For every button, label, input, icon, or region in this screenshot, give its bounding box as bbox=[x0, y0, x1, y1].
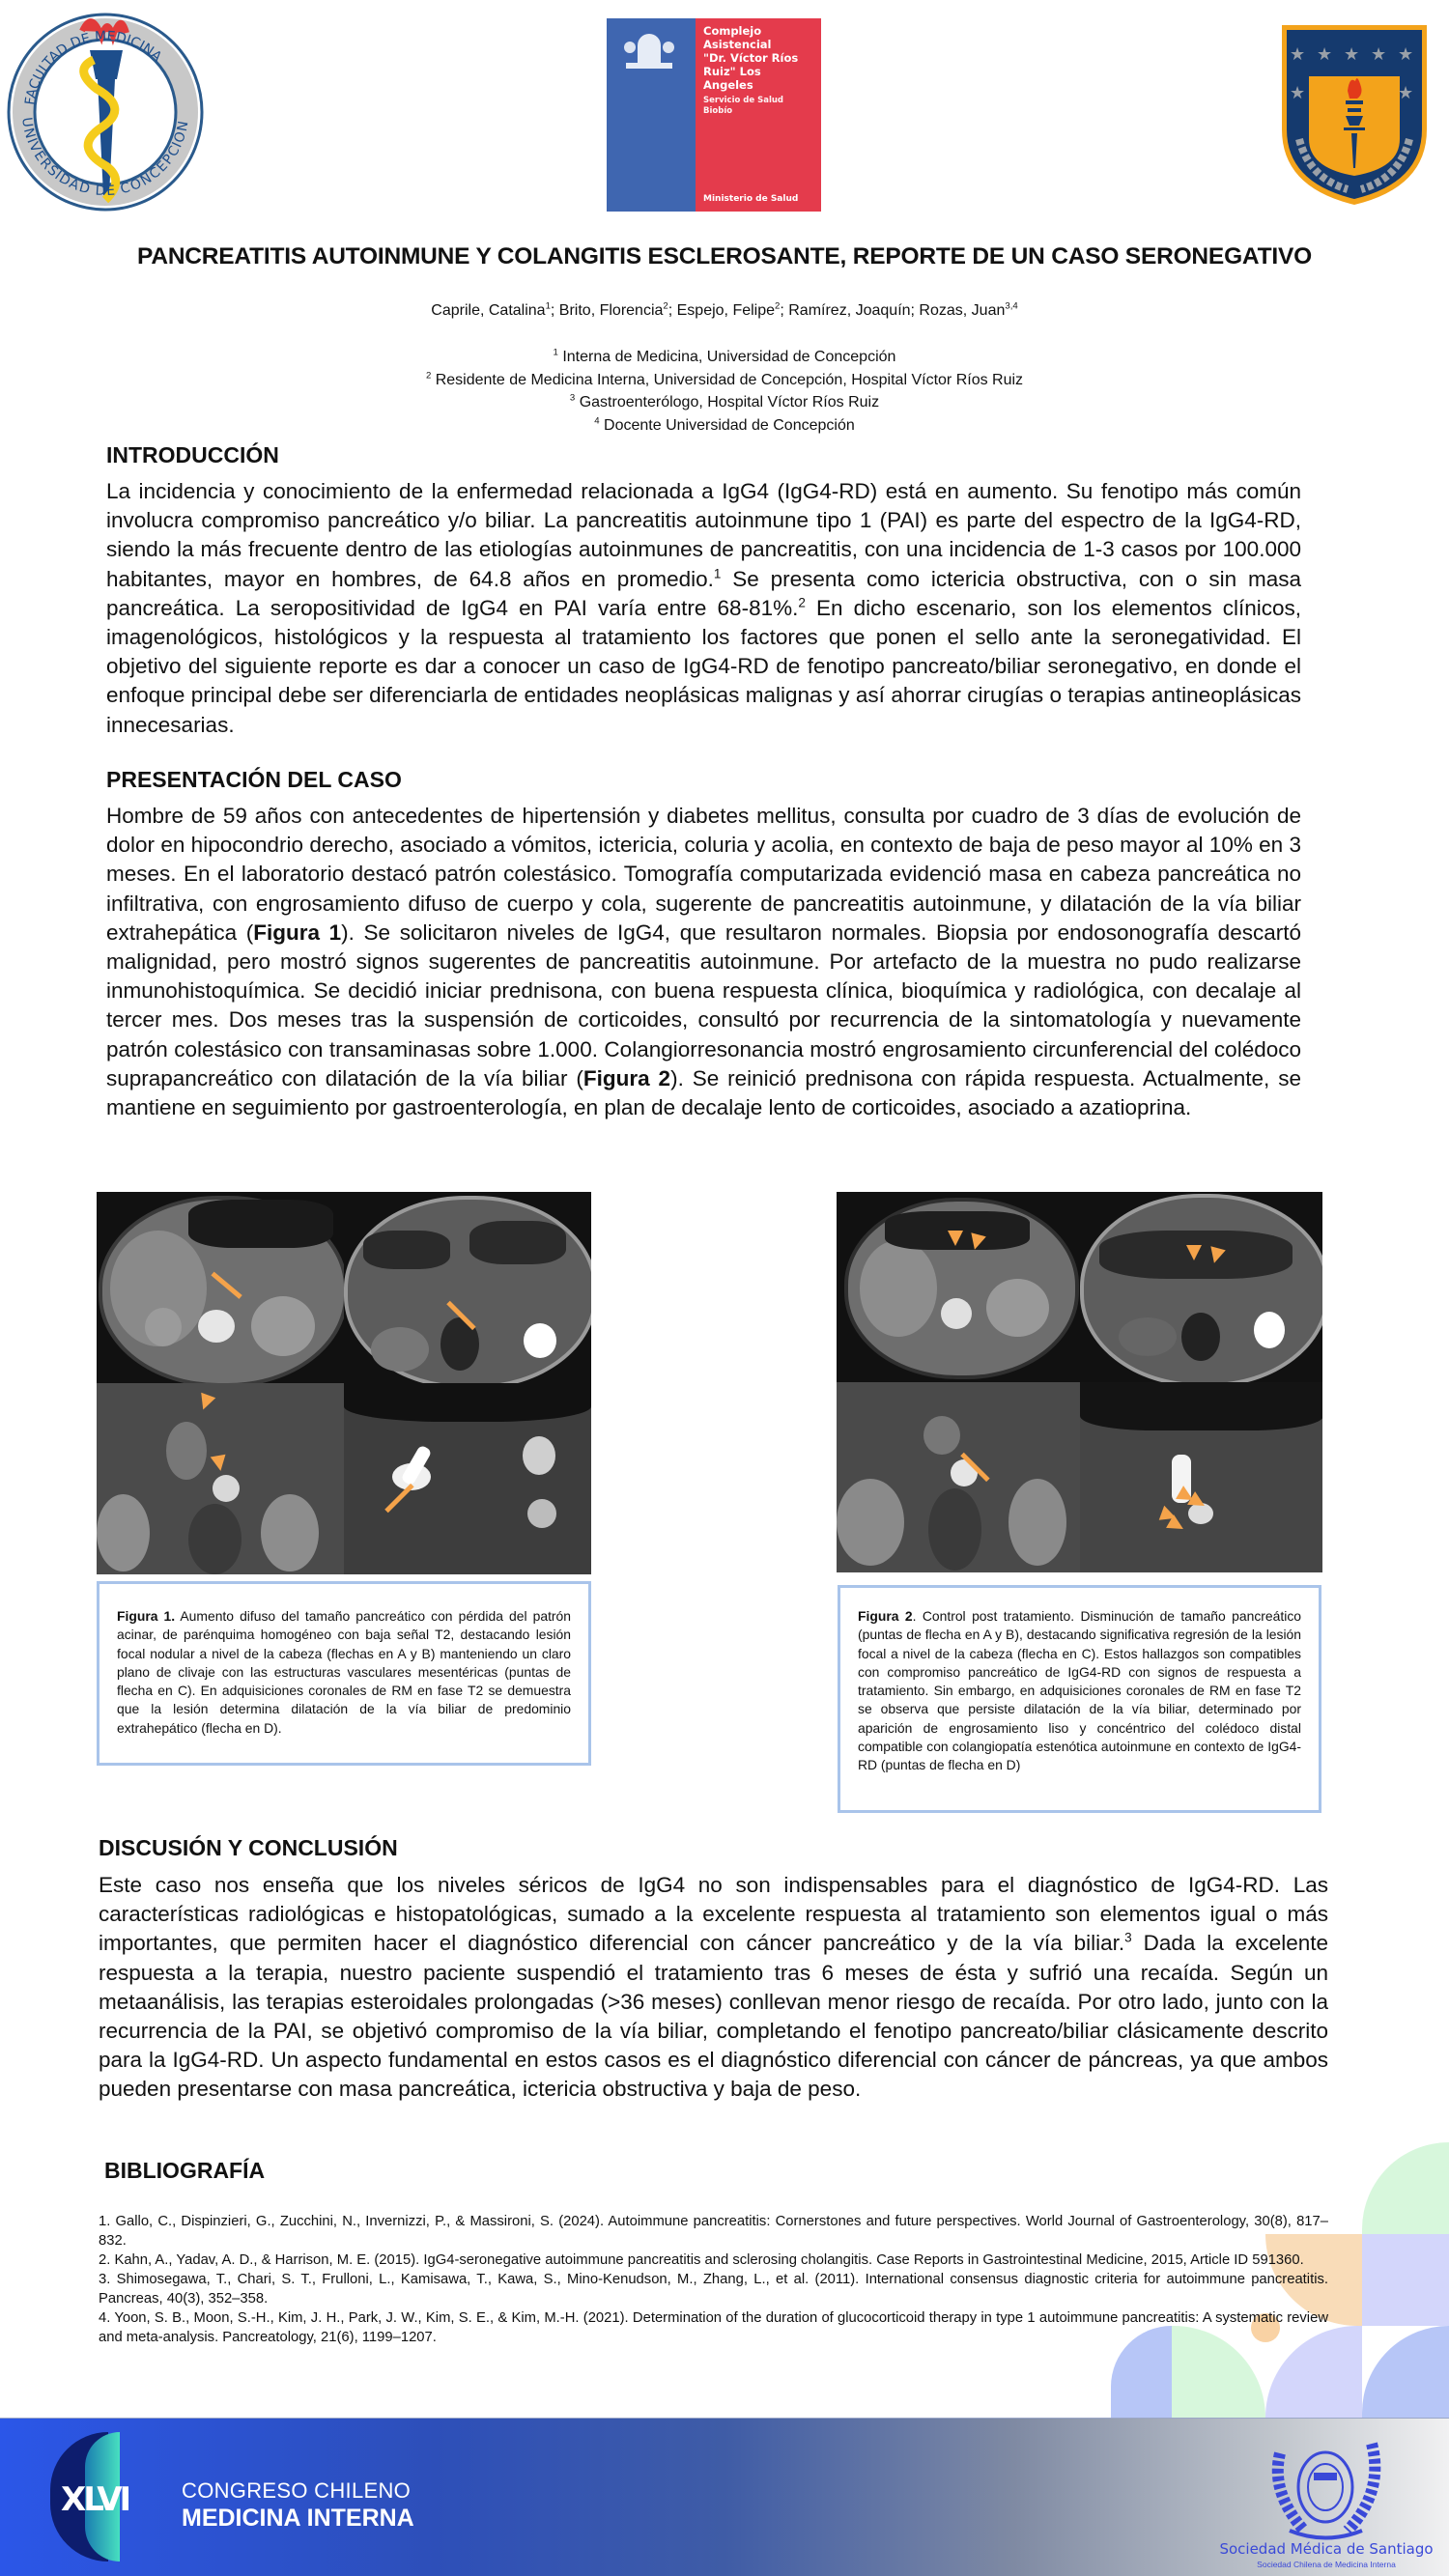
bibliography-item: 1. Gallo, C., Dispinzieri, G., Zucchini, N., Invernizzi, P., & Massironi, S. (2024). Autoimmune pancreatitis: Cornerstones and future perspectives. World Journal of Gastroenterology, 30(8), 817–832. bbox=[99, 2214, 1328, 2249]
hospital-logo bbox=[607, 18, 821, 212]
case-heading: PRESENTACIÓN DEL CASO bbox=[106, 767, 402, 792]
author: Ramírez, Joaquín; bbox=[788, 302, 920, 319]
congress-title-line2: MEDICINA INTERNA bbox=[182, 2505, 414, 2532]
author: Rozas, Juan$^{3,4}$ bbox=[919, 300, 1018, 319]
svg-text:★: ★ bbox=[1290, 83, 1306, 103]
congress-number-badge: XLVI bbox=[61, 2480, 129, 2519]
affiliation: $^1$ Interna de Medicina, Universidad de Concepción bbox=[553, 347, 896, 365]
poster-title: PANCREATITIS AUTOINMUNE Y COLANGITIS ESCLEROSANTE, REPORTE DE UN CASO SERONEGATIVO bbox=[137, 243, 1312, 269]
figure-1-panel-a bbox=[97, 1192, 344, 1383]
discussion-paragraph: Este caso nos enseña que los niveles séricos de IgG4 no son indispensables para el diagnóstico de IgG4-RD. Las características radiológicas e histopatológicas, sumado a la excelente respuesta al tratamiento son elementos igual o más importantes, que permiten hacer el diagnóstico diferencial con cáncer pancreático y de la vía biliar.$^3$ Dada la excelente respuesta a la terapia, nuestro paciente suspendió el tratamiento tras 6 meses de ésta y sufrió una recaída. Según un metaanálisis, las terapias esteroidales prolongadas (>36 meses) conllevan menor riesgo de recaída. Por otro lado, junto con la recurrencia de la PAI, se objetivó compromiso de la vía biliar, completando el fenotipo pancreato/biliar clásicamente descrito para la IgG4-RD. Un aspecto fundamental en estos casos es el diagnóstico diferencial con cáncer de páncreas, ya que ambos pueden presentarse con masa pancreática, ictericia obstructiva y baja de peso. bbox=[99, 1873, 1328, 2102]
faculty-medicine-logo bbox=[5, 12, 206, 212]
hospital-logo-red-band bbox=[696, 18, 821, 212]
discussion-heading: DISCUSIÓN Y CONCLUSIÓN bbox=[99, 1835, 398, 1860]
affiliation: $^4$ Docente Universidad de Concepción bbox=[594, 415, 855, 434]
svg-text:FACULTAD DE MEDICINA: FACULTAD DE MEDICINA bbox=[22, 28, 165, 106]
figure-1-image bbox=[97, 1192, 591, 1574]
decorative-blue-quarter-2 bbox=[1362, 2326, 1449, 2418]
affiliation: $^2$ Residente de Medicina Interna, Universidad de Concepción, Hospital Víctor Ríos Ruiz bbox=[425, 370, 1024, 388]
udec-seal-icon bbox=[5, 12, 206, 212]
bibliography-list bbox=[99, 2212, 1328, 2347]
svg-text:★: ★ bbox=[1290, 44, 1306, 65]
affiliation-list bbox=[0, 346, 1449, 437]
author: Brito, Florencia$^2$; bbox=[558, 300, 677, 319]
figure-1-panel-d bbox=[344, 1383, 591, 1574]
author-list bbox=[0, 302, 1449, 320]
bibliography-item: 3. Shimosegawa, T., Chari, S. T., Frulloni, L., Kamisawa, T., Kawa, S., Mino-Kenudson, M., Zhang, L., et al. (2011). International consensus diagnostic criteria for autoimmune pancreatitis. Pancreas, 40(3), 352–358. bbox=[99, 2272, 1328, 2307]
society-subtitle: Sociedad Chilena de Medicina Interna bbox=[1257, 2560, 1396, 2569]
affiliation: $^3$ Gastroenterólogo, Hospital Víctor Ríos Ruiz bbox=[569, 392, 880, 410]
figure-2-panel-d bbox=[1080, 1382, 1323, 1572]
figure-1-panel-b bbox=[344, 1192, 591, 1383]
svg-text:★: ★ bbox=[1398, 44, 1414, 65]
arrowhead-icon bbox=[211, 1455, 229, 1473]
svg-text:UNIVERSIDAD DE CONCEPCION: UNIVERSIDAD DE CONCEPCION bbox=[18, 116, 192, 200]
congress-title-line1: CONGRESO CHILENO bbox=[182, 2478, 412, 2503]
author: Espejo, Felipe$^2$; bbox=[676, 300, 789, 319]
bibliography-item: 4. Yoon, S. B., Moon, S.-H., Kim, J. H., Park, J. W., Kim, S. E., & Kim, M.-H. (2021). Determination of the duration of glucocorticoid therapy in type 1 autoimmune pancreatitis: A systematic review and meta-analysis. Pancreatology, 21(6), 1199–1207. bbox=[99, 2310, 1328, 2345]
figure-1-caption: Figura 1. Aumento difuso del tamaño pancreático con pérdida del patrón acinar, de parénquima homogéneo con baja señal T2, destacando lesión focal nodular a nivel de la cabeza (flechas en A y B) manteniendo un claro plano de clivaje con las estructuras vasculares mesentéricas (puntas de flecha en C). En adquisiciones coronales de RM en fase T2 se demuestra que la lesión determina dilatación de la vía biliar de predominio extrahepático (flecha en D). bbox=[97, 1581, 591, 1766]
society-name: Sociedad Médica de Santiago bbox=[1219, 2540, 1434, 2558]
figure-2-panel-a bbox=[837, 1192, 1080, 1382]
introduction-heading: INTRODUCCIÓN bbox=[106, 442, 279, 467]
decorative-green-quarter bbox=[1362, 2142, 1449, 2234]
chile-coat-of-arms-icon bbox=[620, 26, 678, 74]
svg-text:★: ★ bbox=[1371, 44, 1387, 65]
introduction-paragraph: La incidencia y conocimiento de la enfermedad relacionada a IgG4 (IgG4-RD) está en aumento. Su fenotipo más común involucra compromiso pancreático y/o biliar. La pancreatitis autoinmune tipo 1 (PAI) es parte del espectro de la IgG4-RD, siendo la más frecuente dentro de las etiologías autoinmunes de pancreatitis, con una incidencia de 1-3 casos por 100.000 habitantes, mayor en hombres, de 64.8 años en promedio.$^1$ Se presenta como ictericia obstructiva, con o sin masa pancreática. La seropositividad de IgG4 en PAI varía entre 68-81%.$^2$ En dicho escenario, son los elementos clínicos, imagenológicos, histológicos y la respuesta al tratamiento los factores que ponen el sello ante la seronegatividad. El objetivo del siguiente reporte es dar a conocer un caso de IgG4-RD de fenotipo pancreato/biliar seronegativo, en donde el enfoque principal debe ser diferenciarla de entidades neoplásicas malignas y así ahorrar cirugías o terapias antineoplásicas innecesarias. bbox=[106, 479, 1301, 737]
health-service-name: Servicio de Salud Biobío bbox=[703, 96, 783, 116]
decorative-lavender-square bbox=[1362, 2234, 1449, 2326]
figure-2-panel-c bbox=[837, 1382, 1080, 1572]
hospital-logo-blue-band bbox=[607, 18, 696, 212]
arrowhead-icon bbox=[948, 1231, 963, 1246]
ministry-label: Ministerio de Salud bbox=[703, 194, 799, 204]
bibliography-heading: BIBLIOGRAFÍA bbox=[104, 2158, 266, 2183]
author: Caprile, Catalina$^1$; bbox=[431, 300, 559, 319]
society-emblem bbox=[1261, 2434, 1391, 2545]
svg-text:★: ★ bbox=[1398, 83, 1414, 103]
figure-2-image bbox=[837, 1192, 1322, 1572]
figure-2-reference: Figura 2 bbox=[582, 1065, 671, 1090]
bibliography-item: 2. Kahn, A., Yadav, A. D., & Harrison, M. E. (2015). IgG4-seronegative autoimmune pancreatitis and sclerosing cholangitis. Case Reports in Gastrointestinal Medicine, 2015, Article ID 591360. bbox=[99, 2252, 1304, 2268]
arrowhead-icon bbox=[1186, 1245, 1202, 1260]
society-emblem-icon bbox=[1261, 2434, 1391, 2545]
hospital-name: Complejo Asistencial "Dr. Víctor Ríos Ruiz" Los Angeles bbox=[703, 24, 799, 92]
svg-text:★: ★ bbox=[1317, 44, 1333, 65]
udec-shield-logo bbox=[1280, 23, 1429, 207]
figure-2-panel-b bbox=[1080, 1192, 1323, 1382]
figure-2-caption: Figura 2. Control post tratamiento. Disminución de tamaño pancreático (puntas de flecha en A y B), destacando significativa regresión de la lesión focal a nivel de la cabeza (flecha en C). Estos hallazgos son compatibles con compromiso pancreático de IgG4-RD con signos de respuesta a tratamiento. Sin embargo, en adquisiciones coronales de RM en fase T2 se observa que persiste dilatación de la vía biliar, determinado por aparición de engrosamiento liso y concéntrico del colédoco distal compatible con colangiopatía estenótica autoinmune en contexto de IgG4-RD (puntas de flecha en D) bbox=[838, 1585, 1321, 1813]
udec-shield-icon bbox=[1280, 23, 1429, 207]
figure-1-panel-c bbox=[97, 1383, 344, 1574]
figure-1-reference: Figura 1 bbox=[253, 920, 342, 945]
svg-text:★: ★ bbox=[1344, 44, 1360, 65]
case-paragraph: Hombre de 59 años con antecedentes de hipertensión y diabetes mellitus, consulta por cuadro de 3 días de evolución de dolor en hipocondrio derecho, asociado a vómitos, ictericia, coluria y acolia, en contexto de baja de peso mayor al 10% en 3 meses. En el laboratorio destacó patrón colestásico. Tomografía computarizada evidenció masa en cabeza pancreática no infiltrativa, con engrosamiento difuso de cuerpo y cola, sugerente de pancreatitis autoinmune, y dilatación de la vía biliar extrahepática (Figura 1). Se solicitaron niveles de IgG4, que resultaron normales. Biopsia por endosonografía descartó malignidad, pero mostró signos sugerentes de pancreatitis autoinmune. Por artefacto de la muestra no pudo realizarse inmunohistoquímica. Se decidió iniciar prednisona, con buena respuesta clínica, bioquímica y radiológica, con decalaje al tercer mes. Dos meses tras la suspensión de corticoides, consultó por recurrencia de la sintomatología y nuevamente patrón colestásico con transaminasas sobre 1.000. Colangiorresonancia mostró engrosamiento circunferencial del colédoco suprapancreático con dilatación de la vía biliar (Figura 2). Se reinició prednisona con rápida respuesta. Actualmente, se mantiene en seguimiento por gastroenterología, en plan de decalaje lento de corticoides, asociado a azatioprina. bbox=[106, 804, 1301, 1120]
